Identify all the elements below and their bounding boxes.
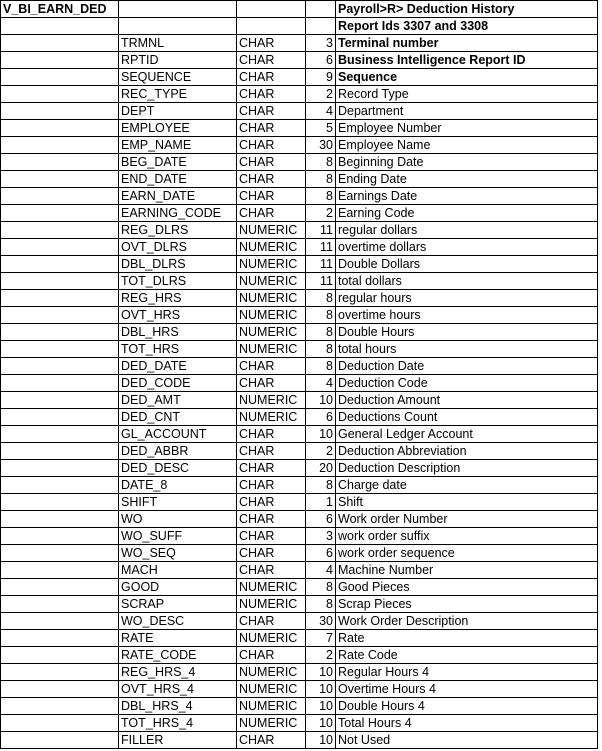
field-description-cell[interactable]: Deduction Code bbox=[336, 375, 598, 392]
table-row bbox=[1, 341, 598, 358]
field-description-cell[interactable]: Sequence bbox=[336, 69, 598, 86]
table-row bbox=[1, 273, 598, 290]
empty-cell[interactable] bbox=[1, 358, 119, 375]
table-row bbox=[1, 222, 598, 239]
field-name-cell[interactable]: DED_DATE bbox=[119, 358, 237, 375]
field-length-cell[interactable]: 4 bbox=[306, 103, 336, 120]
table-row bbox=[1, 358, 598, 375]
field-name-cell[interactable]: MACH bbox=[119, 562, 237, 579]
field-length-cell[interactable]: 11 bbox=[306, 239, 336, 256]
field-type-cell[interactable]: CHAR bbox=[237, 205, 306, 222]
field-length-cell[interactable]: 8 bbox=[306, 154, 336, 171]
field-description-cell[interactable]: Rate bbox=[336, 630, 598, 647]
empty-cell[interactable] bbox=[1, 341, 119, 358]
field-name-cell[interactable]: REC_TYPE bbox=[119, 86, 237, 103]
field-description-cell[interactable]: Deduction Description bbox=[336, 460, 598, 477]
field-name-cell[interactable]: SHIFT bbox=[119, 494, 237, 511]
empty-cell[interactable] bbox=[1, 630, 119, 647]
field-name-cell[interactable]: DATE_8 bbox=[119, 477, 237, 494]
field-name-cell[interactable]: OVT_HRS_4 bbox=[119, 681, 237, 698]
field-type-cell[interactable]: CHAR bbox=[237, 732, 306, 749]
field-length-cell[interactable]: 5 bbox=[306, 120, 336, 137]
field-type-cell[interactable]: CHAR bbox=[237, 188, 306, 205]
report-title-cell[interactable]: Payroll>R> Deduction History bbox=[336, 1, 598, 18]
field-name-cell[interactable]: TRMNL bbox=[119, 35, 237, 52]
table-row bbox=[1, 647, 598, 664]
field-name-cell[interactable]: WO bbox=[119, 511, 237, 528]
field-type-cell[interactable]: NUMERIC bbox=[237, 715, 306, 732]
empty-cell[interactable] bbox=[1, 715, 119, 732]
table-row bbox=[1, 35, 598, 52]
empty-cell[interactable] bbox=[1, 290, 119, 307]
table-row bbox=[1, 596, 598, 613]
field-name-cell[interactable]: EARNING_CODE bbox=[119, 205, 237, 222]
field-description-cell[interactable]: Business Intelligence Report ID bbox=[336, 52, 598, 69]
field-type-cell[interactable]: CHAR bbox=[237, 511, 306, 528]
view-name-cell[interactable]: V_BI_EARN_DED bbox=[1, 1, 119, 18]
table-row bbox=[1, 460, 598, 477]
field-length-cell[interactable]: 8 bbox=[306, 477, 336, 494]
field-name-cell[interactable]: WO_SEQ bbox=[119, 545, 237, 562]
empty-cell[interactable] bbox=[1, 120, 119, 137]
field-length-cell[interactable]: 6 bbox=[306, 409, 336, 426]
field-name-cell[interactable]: GOOD bbox=[119, 579, 237, 596]
field-length-cell[interactable]: 8 bbox=[306, 290, 336, 307]
table-row bbox=[1, 171, 598, 188]
empty-cell[interactable] bbox=[119, 1, 237, 18]
empty-cell[interactable] bbox=[1, 426, 119, 443]
field-description-cell[interactable]: Not Used bbox=[336, 732, 598, 749]
table-row bbox=[1, 69, 598, 86]
empty-cell[interactable] bbox=[1, 188, 119, 205]
empty-cell[interactable] bbox=[1, 35, 119, 52]
field-name-cell[interactable]: OVT_HRS bbox=[119, 307, 237, 324]
empty-cell[interactable] bbox=[1, 664, 119, 681]
field-length-cell[interactable]: 4 bbox=[306, 562, 336, 579]
field-length-cell[interactable]: 8 bbox=[306, 171, 336, 188]
field-name-cell[interactable]: EARN_DATE bbox=[119, 188, 237, 205]
field-length-cell[interactable]: 8 bbox=[306, 324, 336, 341]
field-length-cell[interactable]: 6 bbox=[306, 511, 336, 528]
empty-cell[interactable] bbox=[1, 681, 119, 698]
field-description-cell[interactable]: Rate Code bbox=[336, 647, 598, 664]
field-length-cell[interactable]: 6 bbox=[306, 52, 336, 69]
field-name-cell[interactable]: DBL_HRS_4 bbox=[119, 698, 237, 715]
field-name-cell[interactable]: DBL_HRS bbox=[119, 324, 237, 341]
field-length-cell[interactable]: 2 bbox=[306, 647, 336, 664]
table-row bbox=[1, 681, 598, 698]
field-type-cell[interactable]: CHAR bbox=[237, 613, 306, 630]
table-row bbox=[1, 494, 598, 511]
field-length-cell[interactable]: 1 bbox=[306, 494, 336, 511]
empty-cell[interactable] bbox=[1, 443, 119, 460]
table-row bbox=[1, 613, 598, 630]
table-row bbox=[1, 375, 598, 392]
field-name-cell[interactable]: TOT_HRS bbox=[119, 341, 237, 358]
header-row bbox=[1, 1, 598, 18]
empty-cell[interactable] bbox=[1, 222, 119, 239]
field-type-cell[interactable]: NUMERIC bbox=[237, 273, 306, 290]
field-description-cell[interactable]: Work Order Description bbox=[336, 613, 598, 630]
field-length-cell[interactable]: 11 bbox=[306, 273, 336, 290]
empty-cell[interactable] bbox=[1, 596, 119, 613]
field-type-cell[interactable]: NUMERIC bbox=[237, 579, 306, 596]
field-name-cell[interactable]: EMP_NAME bbox=[119, 137, 237, 154]
field-description-cell[interactable]: Double Dollars bbox=[336, 256, 598, 273]
empty-cell[interactable] bbox=[1, 562, 119, 579]
field-description-cell[interactable]: General Ledger Account bbox=[336, 426, 598, 443]
field-description-cell[interactable]: overtime hours bbox=[336, 307, 598, 324]
field-description-cell[interactable]: Employee Name bbox=[336, 137, 598, 154]
table-row bbox=[1, 443, 598, 460]
table-row bbox=[1, 477, 598, 494]
field-type-cell[interactable]: CHAR bbox=[237, 171, 306, 188]
table-row bbox=[1, 188, 598, 205]
field-length-cell[interactable]: 4 bbox=[306, 375, 336, 392]
empty-cell[interactable] bbox=[237, 18, 306, 35]
field-type-cell[interactable]: NUMERIC bbox=[237, 239, 306, 256]
field-description-cell[interactable]: Ending Date bbox=[336, 171, 598, 188]
field-description-cell[interactable]: Deduction Amount bbox=[336, 392, 598, 409]
field-type-cell[interactable]: CHAR bbox=[237, 154, 306, 171]
field-length-cell[interactable]: 10 bbox=[306, 681, 336, 698]
field-type-cell[interactable]: CHAR bbox=[237, 35, 306, 52]
empty-cell[interactable] bbox=[306, 18, 336, 35]
table-row bbox=[1, 630, 598, 647]
empty-cell[interactable] bbox=[237, 1, 306, 18]
table-row bbox=[1, 290, 598, 307]
field-name-cell[interactable]: SEQUENCE bbox=[119, 69, 237, 86]
field-description-cell[interactable]: Employee Number bbox=[336, 120, 598, 137]
field-description-cell[interactable]: Beginning Date bbox=[336, 154, 598, 171]
table-row bbox=[1, 154, 598, 171]
field-type-cell[interactable]: NUMERIC bbox=[237, 222, 306, 239]
field-name-cell[interactable]: TOT_HRS_4 bbox=[119, 715, 237, 732]
table-row bbox=[1, 715, 598, 732]
field-description-cell[interactable]: total hours bbox=[336, 341, 598, 358]
field-length-cell[interactable]: 8 bbox=[306, 307, 336, 324]
field-name-cell[interactable]: REG_DLRS bbox=[119, 222, 237, 239]
field-name-cell[interactable]: DED_CNT bbox=[119, 409, 237, 426]
field-type-cell[interactable]: CHAR bbox=[237, 86, 306, 103]
field-length-cell[interactable]: 2 bbox=[306, 205, 336, 222]
field-type-cell[interactable]: CHAR bbox=[237, 494, 306, 511]
field-description-cell[interactable]: Total Hours 4 bbox=[336, 715, 598, 732]
field-description-cell[interactable]: Record Type bbox=[336, 86, 598, 103]
field-description-cell[interactable]: Shift bbox=[336, 494, 598, 511]
field-description-cell[interactable]: Double Hours bbox=[336, 324, 598, 341]
table-row bbox=[1, 732, 598, 749]
table-row bbox=[1, 205, 598, 222]
field-name-cell[interactable]: DEPT bbox=[119, 103, 237, 120]
field-description-cell[interactable]: Earning Code bbox=[336, 205, 598, 222]
field-type-cell[interactable]: CHAR bbox=[237, 443, 306, 460]
field-length-cell[interactable]: 30 bbox=[306, 137, 336, 154]
table-row bbox=[1, 562, 598, 579]
field-type-cell[interactable]: CHAR bbox=[237, 477, 306, 494]
field-length-cell[interactable]: 10 bbox=[306, 715, 336, 732]
empty-cell[interactable] bbox=[1, 647, 119, 664]
empty-cell[interactable] bbox=[1, 409, 119, 426]
field-description-cell[interactable]: Deduction Abbreviation bbox=[336, 443, 598, 460]
empty-cell[interactable] bbox=[306, 1, 336, 18]
field-length-cell[interactable]: 8 bbox=[306, 341, 336, 358]
field-description-cell[interactable]: Regular Hours 4 bbox=[336, 664, 598, 681]
empty-cell[interactable] bbox=[1, 698, 119, 715]
field-description-cell[interactable]: Work order Number bbox=[336, 511, 598, 528]
field-name-cell[interactable]: GL_ACCOUNT bbox=[119, 426, 237, 443]
empty-cell[interactable] bbox=[1, 103, 119, 120]
table-row bbox=[1, 579, 598, 596]
field-description-cell[interactable]: work order suffix bbox=[336, 528, 598, 545]
field-type-cell[interactable]: NUMERIC bbox=[237, 596, 306, 613]
field-type-cell[interactable]: NUMERIC bbox=[237, 341, 306, 358]
field-type-cell[interactable]: CHAR bbox=[237, 460, 306, 477]
field-description-cell[interactable]: Scrap Pieces bbox=[336, 596, 598, 613]
empty-cell[interactable] bbox=[1, 613, 119, 630]
field-length-cell[interactable]: 3 bbox=[306, 35, 336, 52]
field-name-cell[interactable]: END_DATE bbox=[119, 171, 237, 188]
table-row bbox=[1, 545, 598, 562]
subheader-row bbox=[1, 18, 598, 35]
field-type-cell[interactable]: NUMERIC bbox=[237, 307, 306, 324]
field-type-cell[interactable]: CHAR bbox=[237, 426, 306, 443]
field-name-cell[interactable]: RATE bbox=[119, 630, 237, 647]
field-name-cell[interactable]: REG_HRS bbox=[119, 290, 237, 307]
report-ids-cell[interactable]: Report Ids 3307 and 3308 bbox=[336, 18, 598, 35]
table-row bbox=[1, 239, 598, 256]
field-type-cell[interactable]: CHAR bbox=[237, 545, 306, 562]
field-type-cell[interactable]: CHAR bbox=[237, 358, 306, 375]
field-name-cell[interactable]: OVT_DLRS bbox=[119, 239, 237, 256]
table-row bbox=[1, 528, 598, 545]
field-length-cell[interactable]: 20 bbox=[306, 460, 336, 477]
table-row bbox=[1, 86, 598, 103]
empty-cell[interactable] bbox=[1, 239, 119, 256]
field-description-cell[interactable]: Charge date bbox=[336, 477, 598, 494]
table-row bbox=[1, 409, 598, 426]
field-name-cell[interactable]: FILLER bbox=[119, 732, 237, 749]
field-type-cell[interactable]: CHAR bbox=[237, 137, 306, 154]
field-type-cell[interactable]: CHAR bbox=[237, 375, 306, 392]
empty-cell[interactable] bbox=[1, 494, 119, 511]
empty-cell[interactable] bbox=[1, 511, 119, 528]
field-length-cell[interactable]: 11 bbox=[306, 222, 336, 239]
empty-cell[interactable] bbox=[1, 579, 119, 596]
empty-cell[interactable] bbox=[1, 256, 119, 273]
field-description-cell[interactable]: total dollars bbox=[336, 273, 598, 290]
field-description-cell[interactable]: Overtime Hours 4 bbox=[336, 681, 598, 698]
field-name-cell[interactable]: BEG_DATE bbox=[119, 154, 237, 171]
empty-cell[interactable] bbox=[1, 545, 119, 562]
table-row bbox=[1, 664, 598, 681]
field-type-cell[interactable]: NUMERIC bbox=[237, 290, 306, 307]
field-description-cell[interactable]: Machine Number bbox=[336, 562, 598, 579]
field-type-cell[interactable]: NUMERIC bbox=[237, 681, 306, 698]
empty-cell[interactable] bbox=[1, 52, 119, 69]
field-length-cell[interactable]: 9 bbox=[306, 69, 336, 86]
field-name-cell[interactable]: EMPLOYEE bbox=[119, 120, 237, 137]
empty-cell[interactable] bbox=[1, 307, 119, 324]
field-name-cell[interactable]: RPTID bbox=[119, 52, 237, 69]
field-description-cell[interactable]: work order sequence bbox=[336, 545, 598, 562]
field-description-cell[interactable]: Department bbox=[336, 103, 598, 120]
field-description-cell[interactable]: Terminal number bbox=[336, 35, 598, 52]
field-name-cell[interactable]: DBL_DLRS bbox=[119, 256, 237, 273]
field-length-cell[interactable]: 10 bbox=[306, 698, 336, 715]
field-type-cell[interactable]: CHAR bbox=[237, 103, 306, 120]
field-name-cell[interactable]: REG_HRS_4 bbox=[119, 664, 237, 681]
field-name-cell[interactable]: SCRAP bbox=[119, 596, 237, 613]
empty-cell[interactable] bbox=[1, 205, 119, 222]
field-name-cell[interactable]: WO_DESC bbox=[119, 613, 237, 630]
empty-cell[interactable] bbox=[119, 18, 237, 35]
table-row bbox=[1, 324, 598, 341]
field-description-cell[interactable]: regular dollars bbox=[336, 222, 598, 239]
table-row bbox=[1, 511, 598, 528]
table-row bbox=[1, 103, 598, 120]
field-name-cell[interactable]: WO_SUFF bbox=[119, 528, 237, 545]
empty-cell[interactable] bbox=[1, 460, 119, 477]
field-type-cell[interactable]: NUMERIC bbox=[237, 698, 306, 715]
field-length-cell[interactable]: 3 bbox=[306, 528, 336, 545]
field-length-cell[interactable]: 10 bbox=[306, 392, 336, 409]
table-row bbox=[1, 52, 598, 69]
empty-cell[interactable] bbox=[1, 528, 119, 545]
field-length-cell[interactable]: 8 bbox=[306, 596, 336, 613]
field-length-cell[interactable]: 10 bbox=[306, 664, 336, 681]
field-name-cell[interactable]: TOT_DLRS bbox=[119, 273, 237, 290]
field-description-cell[interactable]: Deduction Date bbox=[336, 358, 598, 375]
table-row bbox=[1, 120, 598, 137]
field-length-cell[interactable]: 2 bbox=[306, 86, 336, 103]
field-name-cell[interactable]: DED_ABBR bbox=[119, 443, 237, 460]
empty-cell[interactable] bbox=[1, 375, 119, 392]
field-type-cell[interactable]: NUMERIC bbox=[237, 409, 306, 426]
field-length-cell[interactable]: 10 bbox=[306, 732, 336, 749]
field-length-cell[interactable]: 8 bbox=[306, 358, 336, 375]
empty-cell[interactable] bbox=[1, 18, 119, 35]
field-length-cell[interactable]: 6 bbox=[306, 545, 336, 562]
field-type-cell[interactable]: NUMERIC bbox=[237, 664, 306, 681]
empty-cell[interactable] bbox=[1, 69, 119, 86]
field-type-cell[interactable]: CHAR bbox=[237, 52, 306, 69]
field-length-cell[interactable]: 7 bbox=[306, 630, 336, 647]
field-type-cell[interactable]: NUMERIC bbox=[237, 392, 306, 409]
field-length-cell[interactable]: 30 bbox=[306, 613, 336, 630]
field-description-cell[interactable]: Earnings Date bbox=[336, 188, 598, 205]
field-name-cell[interactable]: DED_DESC bbox=[119, 460, 237, 477]
field-type-cell[interactable]: CHAR bbox=[237, 528, 306, 545]
empty-cell[interactable] bbox=[1, 273, 119, 290]
field-type-cell[interactable]: CHAR bbox=[237, 647, 306, 664]
field-length-cell[interactable]: 8 bbox=[306, 579, 336, 596]
field-type-cell[interactable]: CHAR bbox=[237, 69, 306, 86]
table-row bbox=[1, 137, 598, 154]
table-row bbox=[1, 698, 598, 715]
empty-cell[interactable] bbox=[1, 137, 119, 154]
field-type-cell[interactable]: NUMERIC bbox=[237, 256, 306, 273]
empty-cell[interactable] bbox=[1, 392, 119, 409]
table-row bbox=[1, 426, 598, 443]
empty-cell[interactable] bbox=[1, 171, 119, 188]
field-type-cell[interactable]: NUMERIC bbox=[237, 630, 306, 647]
field-description-cell[interactable]: Double Hours 4 bbox=[336, 698, 598, 715]
field-description-cell[interactable]: Good Pieces bbox=[336, 579, 598, 596]
empty-cell[interactable] bbox=[1, 154, 119, 171]
field-description-cell[interactable]: Deductions Count bbox=[336, 409, 598, 426]
empty-cell[interactable] bbox=[1, 477, 119, 494]
empty-cell[interactable] bbox=[1, 732, 119, 749]
field-name-cell[interactable]: RATE_CODE bbox=[119, 647, 237, 664]
empty-cell[interactable] bbox=[1, 86, 119, 103]
table-row bbox=[1, 307, 598, 324]
table-row bbox=[1, 256, 598, 273]
field-type-cell[interactable]: CHAR bbox=[237, 120, 306, 137]
field-description-cell[interactable]: regular hours bbox=[336, 290, 598, 307]
field-length-cell[interactable]: 11 bbox=[306, 256, 336, 273]
field-type-cell[interactable]: CHAR bbox=[237, 562, 306, 579]
field-length-cell[interactable]: 2 bbox=[306, 443, 336, 460]
field-description-cell[interactable]: overtime dollars bbox=[336, 239, 598, 256]
field-type-cell[interactable]: NUMERIC bbox=[237, 324, 306, 341]
field-length-cell[interactable]: 10 bbox=[306, 426, 336, 443]
field-name-cell[interactable]: DED_CODE bbox=[119, 375, 237, 392]
empty-cell[interactable] bbox=[1, 324, 119, 341]
field-name-cell[interactable]: DED_AMT bbox=[119, 392, 237, 409]
field-length-cell[interactable]: 8 bbox=[306, 188, 336, 205]
table-row bbox=[1, 392, 598, 409]
